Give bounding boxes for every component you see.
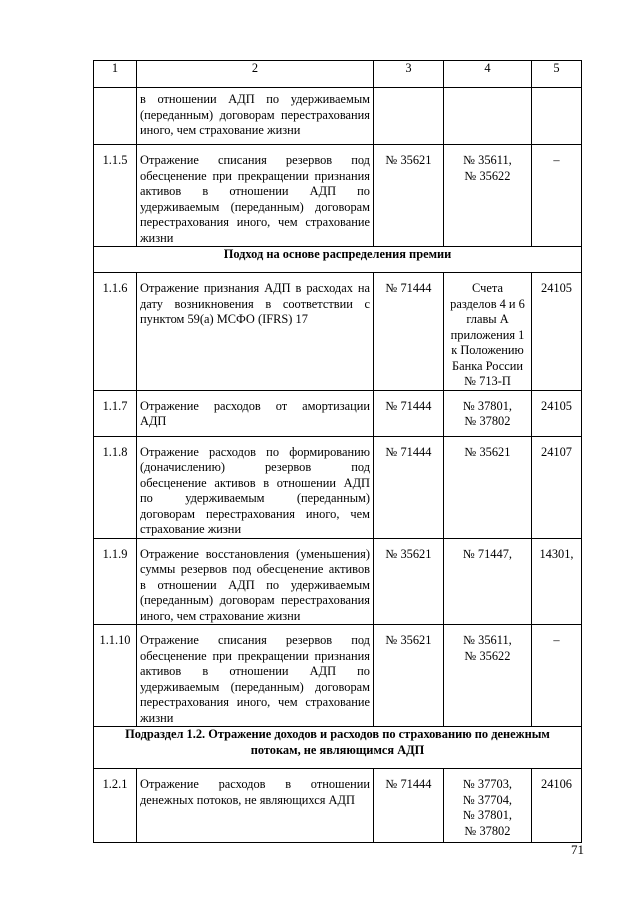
row-description: Отражение признания АДП в расходах на дату возникновения в соответствии с пунктом 59(а) МСФО (IFRS) 17	[137, 273, 374, 391]
row-number: 1.1.8	[94, 436, 137, 538]
credit-account: № 35611, № 35622	[444, 145, 532, 247]
credit-account: № 71447,	[444, 538, 532, 625]
credit-account: Счета разделов 4 и 6 главы А приложения 1 к Положению Банка России № 713-П	[444, 273, 532, 391]
credit-account: № 35611, № 35622	[444, 625, 532, 727]
column-header-1: 1	[94, 61, 137, 88]
header-row	[94, 61, 582, 88]
table-row-continuation	[94, 88, 582, 145]
column-header-4: 4	[444, 61, 532, 88]
credit-account: № 35621	[444, 436, 532, 538]
debit-account: № 71444	[374, 436, 444, 538]
credit-account: № 37703, № 37704, № 37801, № 37802	[444, 769, 532, 843]
row-description: Отражение расходов по формированию (доначислению) резервов под обесценение активов в отношении АДП по удерживаемым (переданным) договорам перестрахования иного, чем страхование жизни	[137, 436, 374, 538]
column-header-3: 3	[374, 61, 444, 88]
debit-account: № 71444	[374, 390, 444, 436]
page-number: 71	[571, 842, 584, 857]
row-number: 1.1.10	[94, 625, 137, 727]
symbol-code: –	[532, 625, 582, 727]
continuation-text: в отношении АДП по удерживаемым (переданным) договорам перестрахования иного, чем страхование жизни	[137, 88, 374, 145]
debit-account: № 71444	[374, 769, 444, 843]
section-heading-subsection-1-2: Подраздел 1.2. Отражение доходов и расходов по страхованию по денежным потокам, не являющимся АДП	[94, 727, 582, 769]
symbol-code: 24105	[532, 390, 582, 436]
debit-account: № 35621	[374, 625, 444, 727]
symbol-code: 14301,	[532, 538, 582, 625]
row-description: Отражение расходов от амортизации АДП	[137, 390, 374, 436]
table-row-1-1-10	[94, 625, 582, 727]
row-number: 1.1.5	[94, 145, 137, 247]
table-row-1-2-1	[94, 769, 582, 843]
table-row-1-1-9	[94, 538, 582, 625]
column-header-5: 5	[532, 61, 582, 88]
symbol-code: –	[532, 145, 582, 247]
symbol-code: 24106	[532, 769, 582, 843]
debit-account: № 71444	[374, 273, 444, 391]
row-description: Отражение восстановления (уменьшения) суммы резервов под обесценение активов в отношении АДП по удерживаемым (переданным) договорам перестрахования иного, чем страхование жизни	[137, 538, 374, 625]
debit-account: № 35621	[374, 538, 444, 625]
symbol-code: 24105	[532, 273, 582, 391]
symbol-code: 24107	[532, 436, 582, 538]
row-description: Отражение списания резервов под обесценение при прекращении признания активов в отношении АДП по удерживаемым (переданным) договорам перестрахования иного, чем страхование жизни	[137, 145, 374, 247]
table-row-1-1-5	[94, 145, 582, 247]
row-number: 1.1.7	[94, 390, 137, 436]
column-header-2: 2	[137, 61, 374, 88]
row-number: 1.1.9	[94, 538, 137, 625]
debit-account: № 35621	[374, 145, 444, 247]
table-row-1-1-6	[94, 273, 582, 391]
row-number: 1.2.1	[94, 769, 137, 843]
row-number: 1.1.6	[94, 273, 137, 391]
row-description: Отражение расходов в отношении денежных потоков, не являющихся АДП	[137, 769, 374, 843]
credit-account: № 37801, № 37802	[444, 390, 532, 436]
row-description: Отражение списания резервов под обесценение при прекращении признания активов в отношении АДП по удерживаемым (переданным) договорам перестрахования иного, чем страхование жизни	[137, 625, 374, 727]
table-row-1-1-7	[94, 390, 582, 436]
section-heading-premium-allocation: Подход на основе распределения премии	[94, 247, 582, 273]
accounting-table	[93, 60, 582, 843]
table-row-1-1-8	[94, 436, 582, 538]
